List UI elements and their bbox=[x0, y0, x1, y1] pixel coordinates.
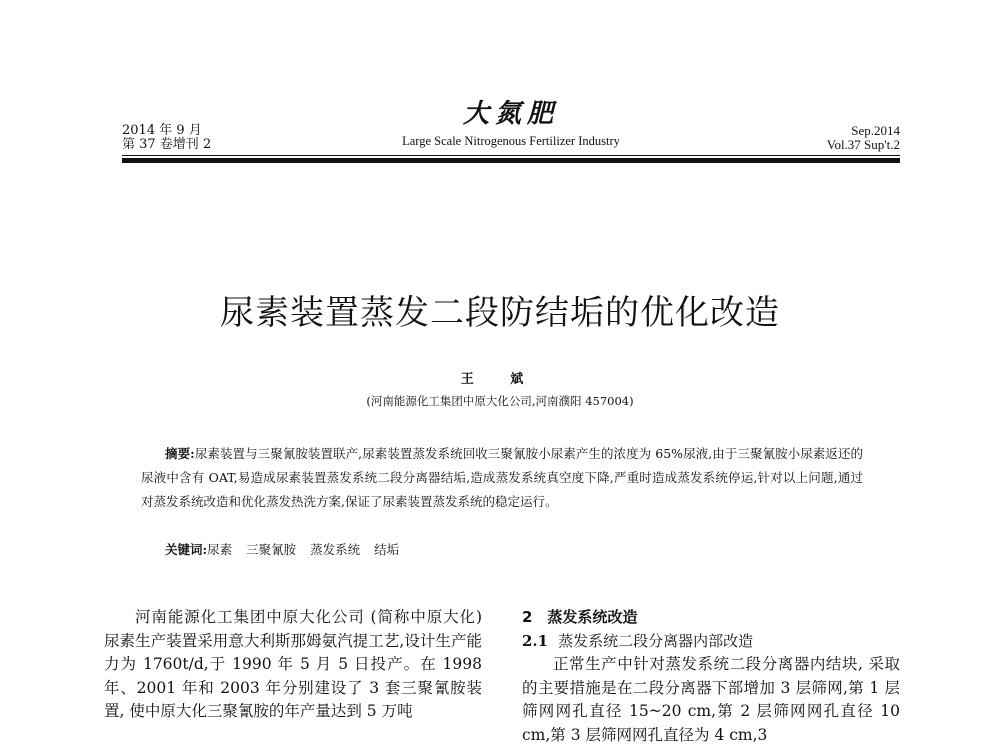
header-rule-thin bbox=[122, 155, 900, 156]
keyword-item: 尿素 bbox=[207, 542, 233, 557]
keyword-item: 蒸发系统 bbox=[310, 542, 361, 557]
keyword-item: 结垢 bbox=[374, 542, 400, 557]
abstract-label: 摘要: bbox=[165, 446, 195, 461]
abstract-text: 尿素装置与三聚氰胺装置联产,尿素装置蒸发系统回收三聚氰胺小尿素产生的浓度为 65%尿液,由于三聚氰胺小尿素返还的尿液中含有 OAT,易造成尿素装置蒸发系统二段分离器结垢,造成蒸发系统真空度下降,严重时造成蒸发系统停运,针对以上问题,通过对蒸发系统改造和优化蒸发热洗方案,保证了尿素装置蒸发系统的稳定运行。 bbox=[141, 446, 863, 509]
journal-name-en: Large Scale Nitrogenous Fertilizer Industry bbox=[402, 134, 620, 148]
header-date: 2014 年 9 月 bbox=[122, 123, 202, 138]
keywords-label: 关键词: bbox=[165, 542, 208, 557]
journal-masthead bbox=[122, 100, 900, 148]
author-affiliation: (河南能源化工集团中原大化公司,河南濮阳 457004) bbox=[366, 394, 634, 408]
header-rule-thick bbox=[122, 158, 900, 163]
subsection-title: 蒸发系统二段分离器内部改造 bbox=[558, 631, 754, 650]
abstract-paragraph bbox=[141, 442, 863, 514]
subsection-heading bbox=[522, 630, 900, 654]
header-issue-en bbox=[827, 124, 900, 152]
header-volume: 第 37 卷增刊 2 bbox=[122, 137, 212, 152]
intro-paragraph: 河南能源化工集团中原大化公司 (简称中原大化) 尿素生产装置采用意大利斯那姆氨汽提工艺,设计生产能力为 1760t/d,于 1990 年 5 月 5 日投产。在 1998 年、2001 年和 2003 年分别建设了 3 套三聚氰胺装置, 使中原大化三聚氰胺的年产量达到 5 万吨 bbox=[104, 608, 482, 721]
abstract bbox=[141, 442, 863, 514]
body-column-right bbox=[522, 606, 900, 748]
keyword-item: 三聚氰胺 bbox=[246, 542, 297, 557]
article-author: 王 斌 bbox=[460, 372, 540, 387]
article-title: 尿素装置蒸发二段防结垢的优化改造 bbox=[220, 293, 780, 333]
journal-header bbox=[122, 100, 900, 160]
section-heading: 2 蒸发系统改造 bbox=[522, 608, 638, 626]
header-date-en: Sep.2014 bbox=[851, 123, 900, 138]
journal-logo-cn: 大氮肥 bbox=[462, 99, 559, 129]
section-paragraph: 正常生产中针对蒸发系统二段分离器内结块, 采取的主要措施是在二段分离器下部增加 3 层筛网,第 1 层筛网网孔直径 15~20 cm,第 2 层筛网网孔直径 10 cm,第 3 层筛网网孔直径为 4 cm,3 bbox=[522, 655, 900, 744]
keywords bbox=[165, 540, 413, 558]
header-volume-en: Vol.37 Sup't.2 bbox=[826, 137, 900, 152]
body-column-left bbox=[104, 606, 482, 724]
subsection-number: 2.1 bbox=[522, 631, 549, 650]
